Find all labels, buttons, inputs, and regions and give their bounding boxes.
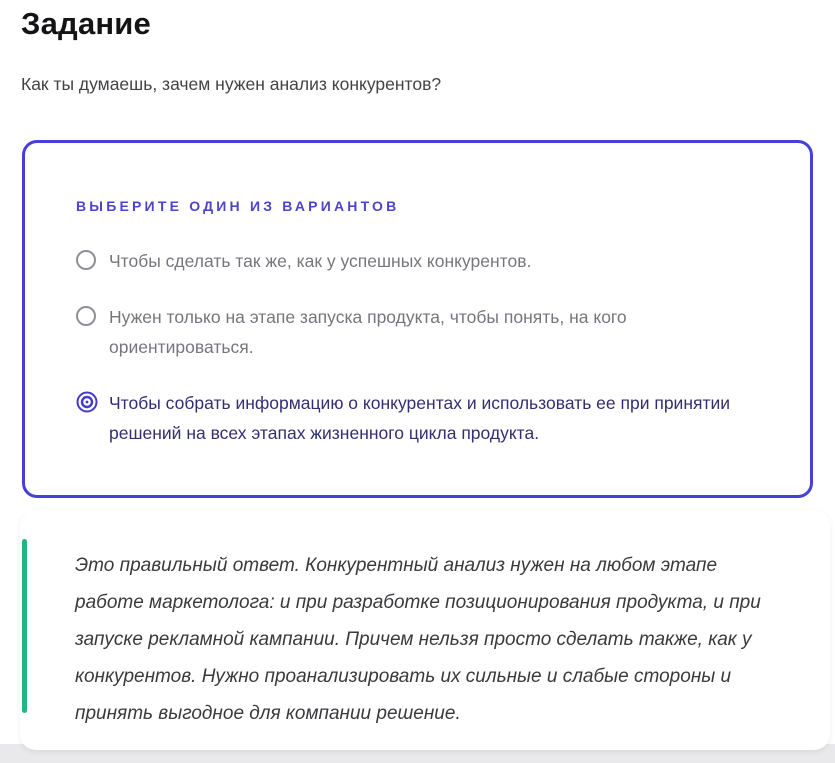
options-list — [76, 246, 760, 448]
quiz-prompt: ВЫБЕРИТЕ ОДИН ИЗ ВАРИАНТОВ — [76, 198, 400, 214]
correct-answer-indicator-bar — [22, 539, 27, 713]
option-label: Чтобы сделать так же, как у успешных конкурентов. — [109, 251, 532, 271]
radio-unselected-icon[interactable] — [76, 250, 96, 270]
quiz-card — [22, 140, 813, 498]
radio-option-2[interactable] — [76, 302, 760, 362]
feedback-text: Это правильный ответ. Конкурентный анализ нужен на любом этапе работе маркетолога: и при разработке позиционирования продукта, и при запуске рекламной кампании. Причем нельзя просто сделать также, как у конкурентов. Нужно проанализировать их сильные и слабые стороны и принять выгодное для компании решение. — [75, 555, 761, 724]
question-text: Как ты думаешь, зачем нужен анализ конкурентов? — [21, 74, 442, 94]
radio-unselected-icon[interactable] — [76, 306, 96, 326]
radio-option-3[interactable] — [76, 388, 760, 448]
feedback-card — [20, 510, 830, 750]
radio-selected-icon[interactable] — [76, 391, 98, 413]
radio-option-1[interactable] — [76, 246, 760, 276]
page-title: Задание — [21, 6, 152, 41]
option-label: Нужен только на этапе запуска продукта, чтобы понять, на кого ориентироваться. — [109, 307, 627, 357]
option-label: Чтобы собрать информацию о конкурентах и использовать ее при принятии решений на всех этапах жизненного цикла продукта. — [109, 393, 731, 443]
